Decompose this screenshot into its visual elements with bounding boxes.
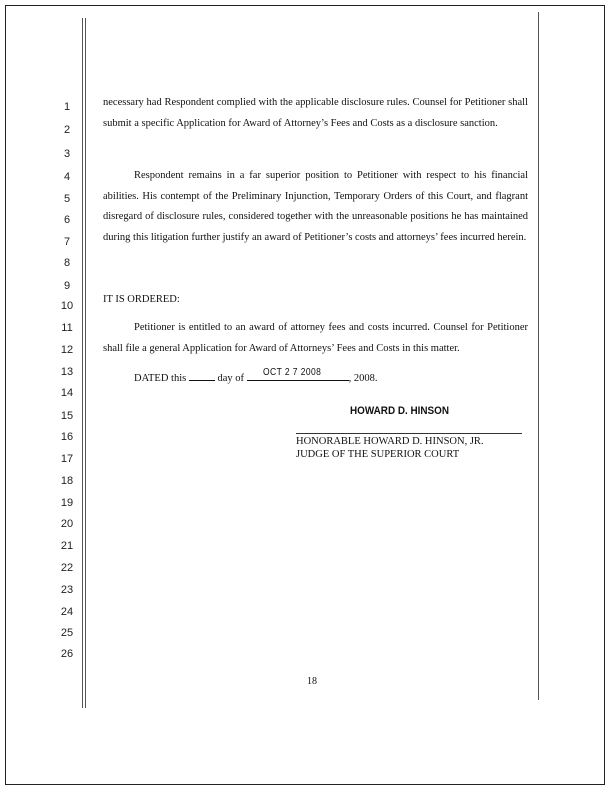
- left-margin-rule-inner: [85, 18, 86, 708]
- left-margin-rule: [82, 18, 83, 708]
- judge-name: HONORABLE HOWARD D. HINSON, JR.: [296, 436, 484, 447]
- paragraph-financial-position: Respondent remains in a far superior position to Petitioner with respect to his financial abilities. His contempt of the Preliminary Injunction, Temporary Orders of this Court, and flagrant disregard of disclosure rules, considered together with the unreasonable positions he has maintained during this litigation further justify an award of Petitioner’s costs and attorneys’ fees incurred herein.: [103, 170, 528, 243]
- line-number: 8: [63, 257, 71, 269]
- judge-title: JUDGE OF THE SUPERIOR COURT: [296, 449, 460, 460]
- line-number: 1: [63, 101, 71, 113]
- line-number: 22: [60, 562, 74, 574]
- line-number: 16: [60, 431, 74, 443]
- line-number: 19: [60, 497, 74, 509]
- line-number: 6: [63, 214, 71, 226]
- line-number: 24: [60, 606, 74, 618]
- page-number: 18: [307, 676, 317, 687]
- judge-block: [296, 435, 484, 461]
- day-blank: [189, 371, 215, 381]
- line-number: 9: [63, 280, 71, 292]
- line-number: 12: [60, 344, 74, 356]
- month-blank: [247, 367, 349, 381]
- line-number: 7: [63, 236, 71, 248]
- line-number: 10: [60, 300, 74, 312]
- paragraph-disclosure-sanction: necessary had Respondent complied with the applicable disclosure rules. Counsel for Petitioner shall submit a specific Application for Award of Attorney’s Fees and Costs as a disclosure sanction.: [103, 97, 528, 129]
- paragraph-order: Petitioner is entitled to an award of attorney fees and costs incurred. Counsel for Petitioner shall file a general Application for Award of Attorneys’ Fees and Costs in this matter.: [103, 322, 528, 354]
- dated-prefix: DATED this: [134, 373, 187, 384]
- line-number: 17: [60, 453, 74, 465]
- line-number: 14: [60, 387, 74, 399]
- line-number: 2: [63, 124, 71, 136]
- line-number: 4: [63, 171, 71, 183]
- line-number: 5: [63, 193, 71, 205]
- order-heading: IT IS ORDERED:: [103, 294, 180, 305]
- day-of-label: day of: [217, 373, 245, 384]
- line-number: 23: [60, 584, 74, 596]
- line-number: 20: [60, 518, 74, 530]
- line-number: 26: [60, 648, 74, 660]
- line-number: 18: [60, 475, 74, 487]
- dated-suffix: , 2008.: [348, 373, 378, 384]
- line-number: 25: [60, 627, 74, 639]
- line-number: 21: [60, 540, 74, 552]
- line-number: 13: [60, 366, 74, 378]
- right-margin-rule: [538, 12, 539, 700]
- judge-signature-stamp: HOWARD D. HINSON: [350, 405, 449, 417]
- dated-line: [134, 367, 378, 384]
- signature-line: [296, 433, 522, 434]
- line-number: 11: [61, 322, 73, 334]
- line-number: 15: [60, 410, 74, 422]
- date-stamp: OCT 2 7 2008: [262, 367, 321, 378]
- line-number: 3: [63, 148, 71, 160]
